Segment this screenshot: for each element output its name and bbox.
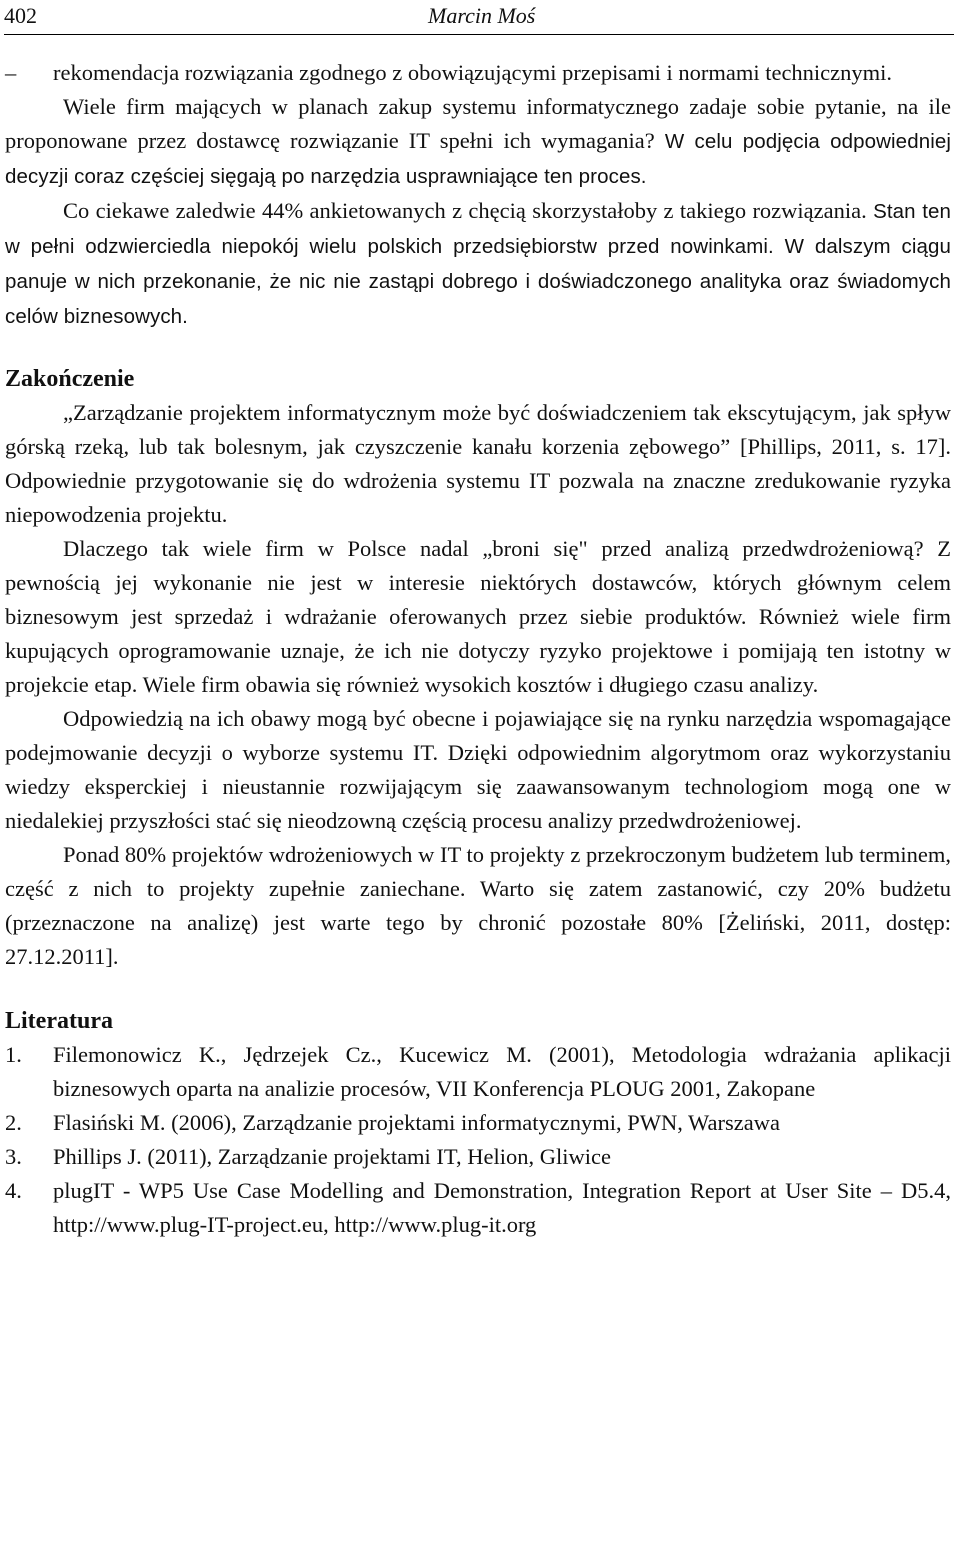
page-header <box>4 0 954 35</box>
reference-number: 3. <box>5 1144 22 1169</box>
reference-text: Phillips J. (2011), Zarządzanie projektami IT, Helion, Gliwice <box>53 1144 611 1169</box>
paragraph-1-sans: W celu podjęcia odpowiedniej decyzji coraz częściej sięgają po narzędzia usprawniające ten proces. <box>5 130 951 188</box>
running-head-author: Marcin Moś <box>428 3 536 28</box>
reference-item <box>5 1106 951 1140</box>
page-content <box>5 56 951 1242</box>
dash-marker: – <box>5 60 17 85</box>
section-heading-conclusion: Zakończenie <box>5 366 135 392</box>
body-paragraph-1 <box>5 90 951 194</box>
conclusion-paragraph: Dlaczego tak wiele firm w Polsce nadal „broni się" przed analizą przedwdrożeniową? Z pewnością jej wykonanie nie jest w interesie niektórych dostawców, których głównym celem biznesowym jest sprzedaż i wdrażanie oferowanych przez siebie produktów. Również wiele firm kupujących oprogramowanie uznaje, że ich nie dotyczy ryzyko projektowe i pomijają ten istotny w projekcie etap. Wiele firm obawia się również wysokich kosztów i długiego czasu analizy. <box>5 536 951 697</box>
reference-number: 4. <box>5 1178 22 1203</box>
reference-item <box>5 1038 951 1106</box>
reference-number: 2. <box>5 1110 22 1135</box>
reference-item <box>5 1140 951 1174</box>
dash-item-text: rekomendacja rozwiązania zgodnego z obowiązującymi przepisami i normami technicznymi. <box>53 60 893 85</box>
list-item-dash <box>5 56 951 90</box>
paragraph-2-serif: Co ciekawe zaledwie 44% ankietowanych z chęcią skorzystałoby z takiego rozwiązania. <box>63 198 874 223</box>
reference-text: Flasiński M. (2006), Zarządzanie projektami informatycznymi, PWN, Warszawa <box>53 1110 780 1135</box>
reference-number: 1. <box>5 1042 22 1067</box>
paragraph-2-sans: Stan ten w pełni odzwierciedla niepokój wielu polskich przedsiębiorstw przed nowinkami. W dalszym ciągu panuje w nich przekonanie, że nic nie zastąpi dobrego i doświadczonego analityka oraz świadomych celów biznesowych. <box>5 200 951 328</box>
reference-item <box>5 1174 951 1242</box>
body-paragraph-2 <box>5 194 951 334</box>
paragraph-1-serif: Wiele firm mających w planach zakup systemu informatycznego zadaje sobie pytanie, na ile proponowane przez dostawcę rozwiązanie IT spełni ich wymagania? <box>5 94 951 153</box>
conclusion-paragraph: „Zarządzanie projektem informatycznym może być doświadczeniem tak ekscytującym, jak spływ górską rzeką, lub tak bolesnym, jak czyszczenie kanału korzenia zębowego” [Phillips, 2011, s. 17]. Odpowiednie przygotowanie się do wdrożenia systemu IT pozwala na znaczne zredukowanie ryzyka niepowodzenia projektu. <box>5 400 951 527</box>
conclusion-paragraph: Ponad 80% projektów wdrożeniowych w IT to projekty z przekroczonym budżetem lub terminem, część z nich to projekty zupełnie zaniechane. Warto się zatem zastanowić, czy 20% budżetu (przeznaczone na analizę) jest warte tego by chronić pozostałe 80% [Żeliński, 2011, dostęp: 27.12.2011]. <box>5 842 951 969</box>
section-heading-literature: Literatura <box>5 1008 113 1034</box>
reference-text: Filemonowicz K., Jędrzejek Cz., Kucewicz M. (2001), Metodologia wdrażania aplikacji biznesowych oparta na analizie procesów, VII Konferencja PLOUG 2001, Zakopane <box>53 1042 951 1101</box>
conclusion-paragraph: Odpowiedzią na ich obawy mogą być obecne i pojawiające się na rynku narzędzia wspomagające podejmowanie decyzji o wyborze systemu IT. Dzięki odpowiednim algorytmom oraz wykorzystaniu wiedzy eksperckiej i nieustannie rozwijającym się zaawansowanym technologiom mogą one w niedalekiej przyszłości stać się nieodzowną częścią procesu analizy przedwdrożeniowej. <box>5 706 951 833</box>
reference-list <box>5 1038 951 1242</box>
page-number: 402 <box>4 3 37 28</box>
reference-text: plugIT - WP5 Use Case Modelling and Demonstration, Integration Report at User Site – D5.4, http://www.plug-IT-project.eu, http://www.plug-it.org <box>53 1178 951 1237</box>
